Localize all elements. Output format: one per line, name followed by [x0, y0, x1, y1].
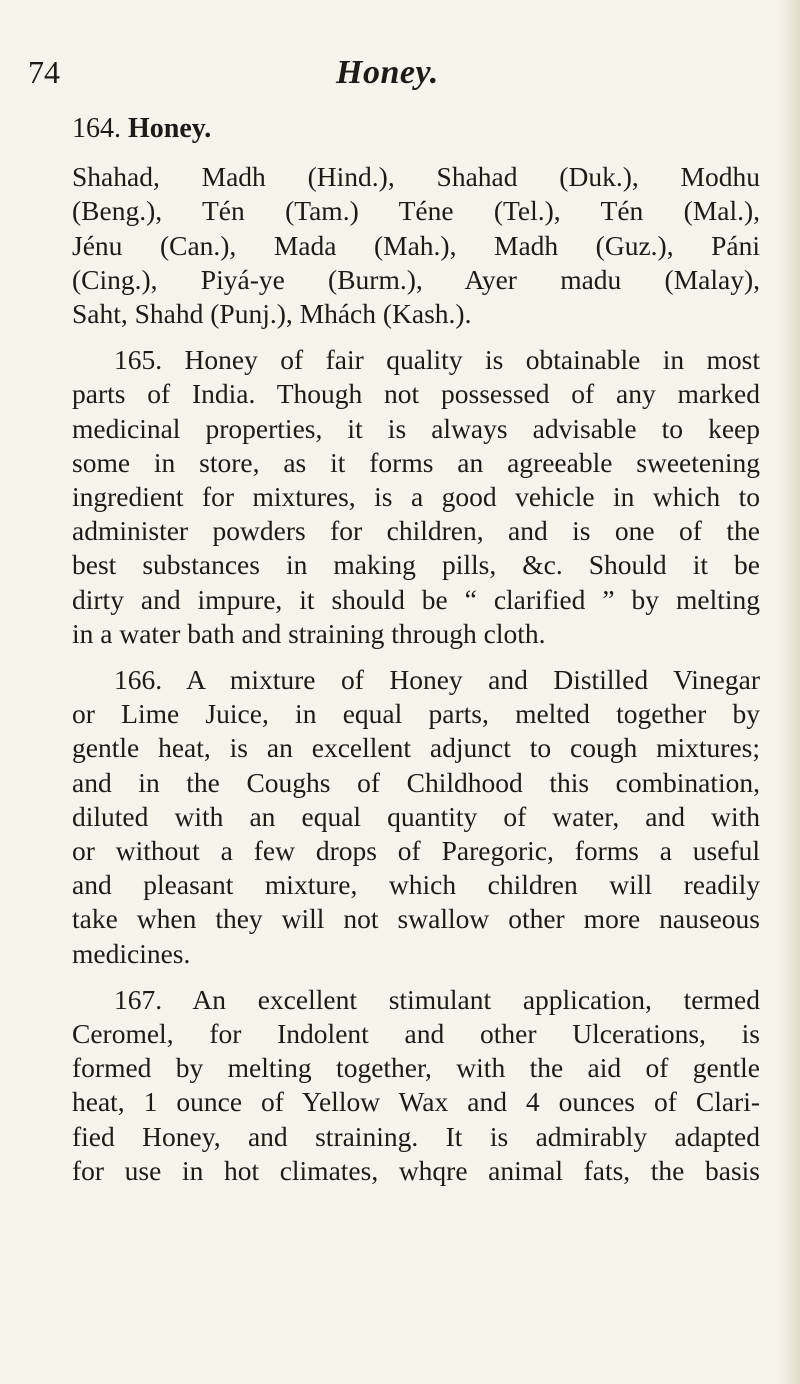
text-line: or Lime Juice, in equal parts, melted together by [72, 698, 760, 730]
text-line: for use in hot climates, whqre animal fats, the basis [72, 1154, 760, 1186]
page-edge-shadow [778, 0, 800, 1384]
paragraph-164-vernacular-names [72, 160, 760, 331]
paragraph-167 [72, 983, 760, 1188]
page-number: 74 [28, 54, 60, 90]
text-line: formed by melting together, with the aid of gentle [72, 1052, 760, 1084]
text-line: medicinal properties, it is always advisable to keep [72, 412, 760, 444]
text-line: 166. A mixture of Honey and Distilled Vinegar [114, 664, 760, 696]
running-head [28, 54, 768, 94]
section-heading-164 [72, 112, 760, 146]
text-line: in a water bath and straining through cloth. [72, 617, 546, 649]
section-number: 164. [72, 113, 121, 144]
text-line: Saht, Shahd (Punj.), Mhách (Kash.). [72, 298, 472, 330]
text-line: (Beng.), Tén (Tam.) Téne (Tel.), Tén (Mal.), [72, 195, 760, 227]
text-line: (Cing.), Piyá-ye (Burm.), Ayer madu (Malay), [72, 263, 760, 295]
text-line: some in store, as it forms an agreeable sweetening [72, 446, 760, 478]
text-line: Shahad, Madh (Hind.), Shahad (Duk.), Modhu [72, 161, 760, 193]
section-title: Honey. [128, 113, 212, 144]
text-line: or without a few drops of Paregoric, forms a useful [72, 835, 760, 867]
text-line: gentle heat, is an excellent adjunct to cough mixtures; [72, 732, 760, 764]
text-line: medicines. [72, 937, 191, 969]
text-line: administer powders for children, and is one of the [72, 515, 760, 547]
paragraph-166 [72, 663, 760, 971]
text-line: ingredient for mixtures, is a good vehicle in which to [72, 481, 760, 513]
text-line: diluted with an equal quantity of water, and with [72, 800, 760, 832]
text-line: best substances in making pills, &c. Should it be [72, 549, 760, 581]
body-text [72, 112, 760, 1200]
text-line: dirty and impure, it should be “ clarified ” by melting [72, 583, 760, 615]
text-line: take when they will not swallow other more nauseous [72, 903, 760, 935]
text-line: and in the Coughs of Childhood this combination, [72, 766, 760, 798]
text-line: heat, 1 ounce of Yellow Wax and 4 ounces of Clari- [72, 1086, 760, 1118]
text-line: 165. Honey of fair quality is obtainable in most [114, 344, 760, 376]
text-line: Ceromel, for Indolent and other Ulcerations, is [72, 1018, 760, 1050]
text-line: parts of India. Though not possessed of any marked [72, 378, 760, 410]
text-line: fied Honey, and straining. It is admirably adapted [72, 1120, 760, 1152]
text-line: 167. An excellent stimulant application, termed [114, 983, 760, 1015]
text-line: and pleasant mixture, which children will readily [72, 869, 760, 901]
text-line: Jénu (Can.), Mada (Mah.), Madh (Guz.), Páni [72, 229, 760, 261]
running-title: Honey. [336, 54, 439, 91]
paragraph-165 [72, 343, 760, 651]
